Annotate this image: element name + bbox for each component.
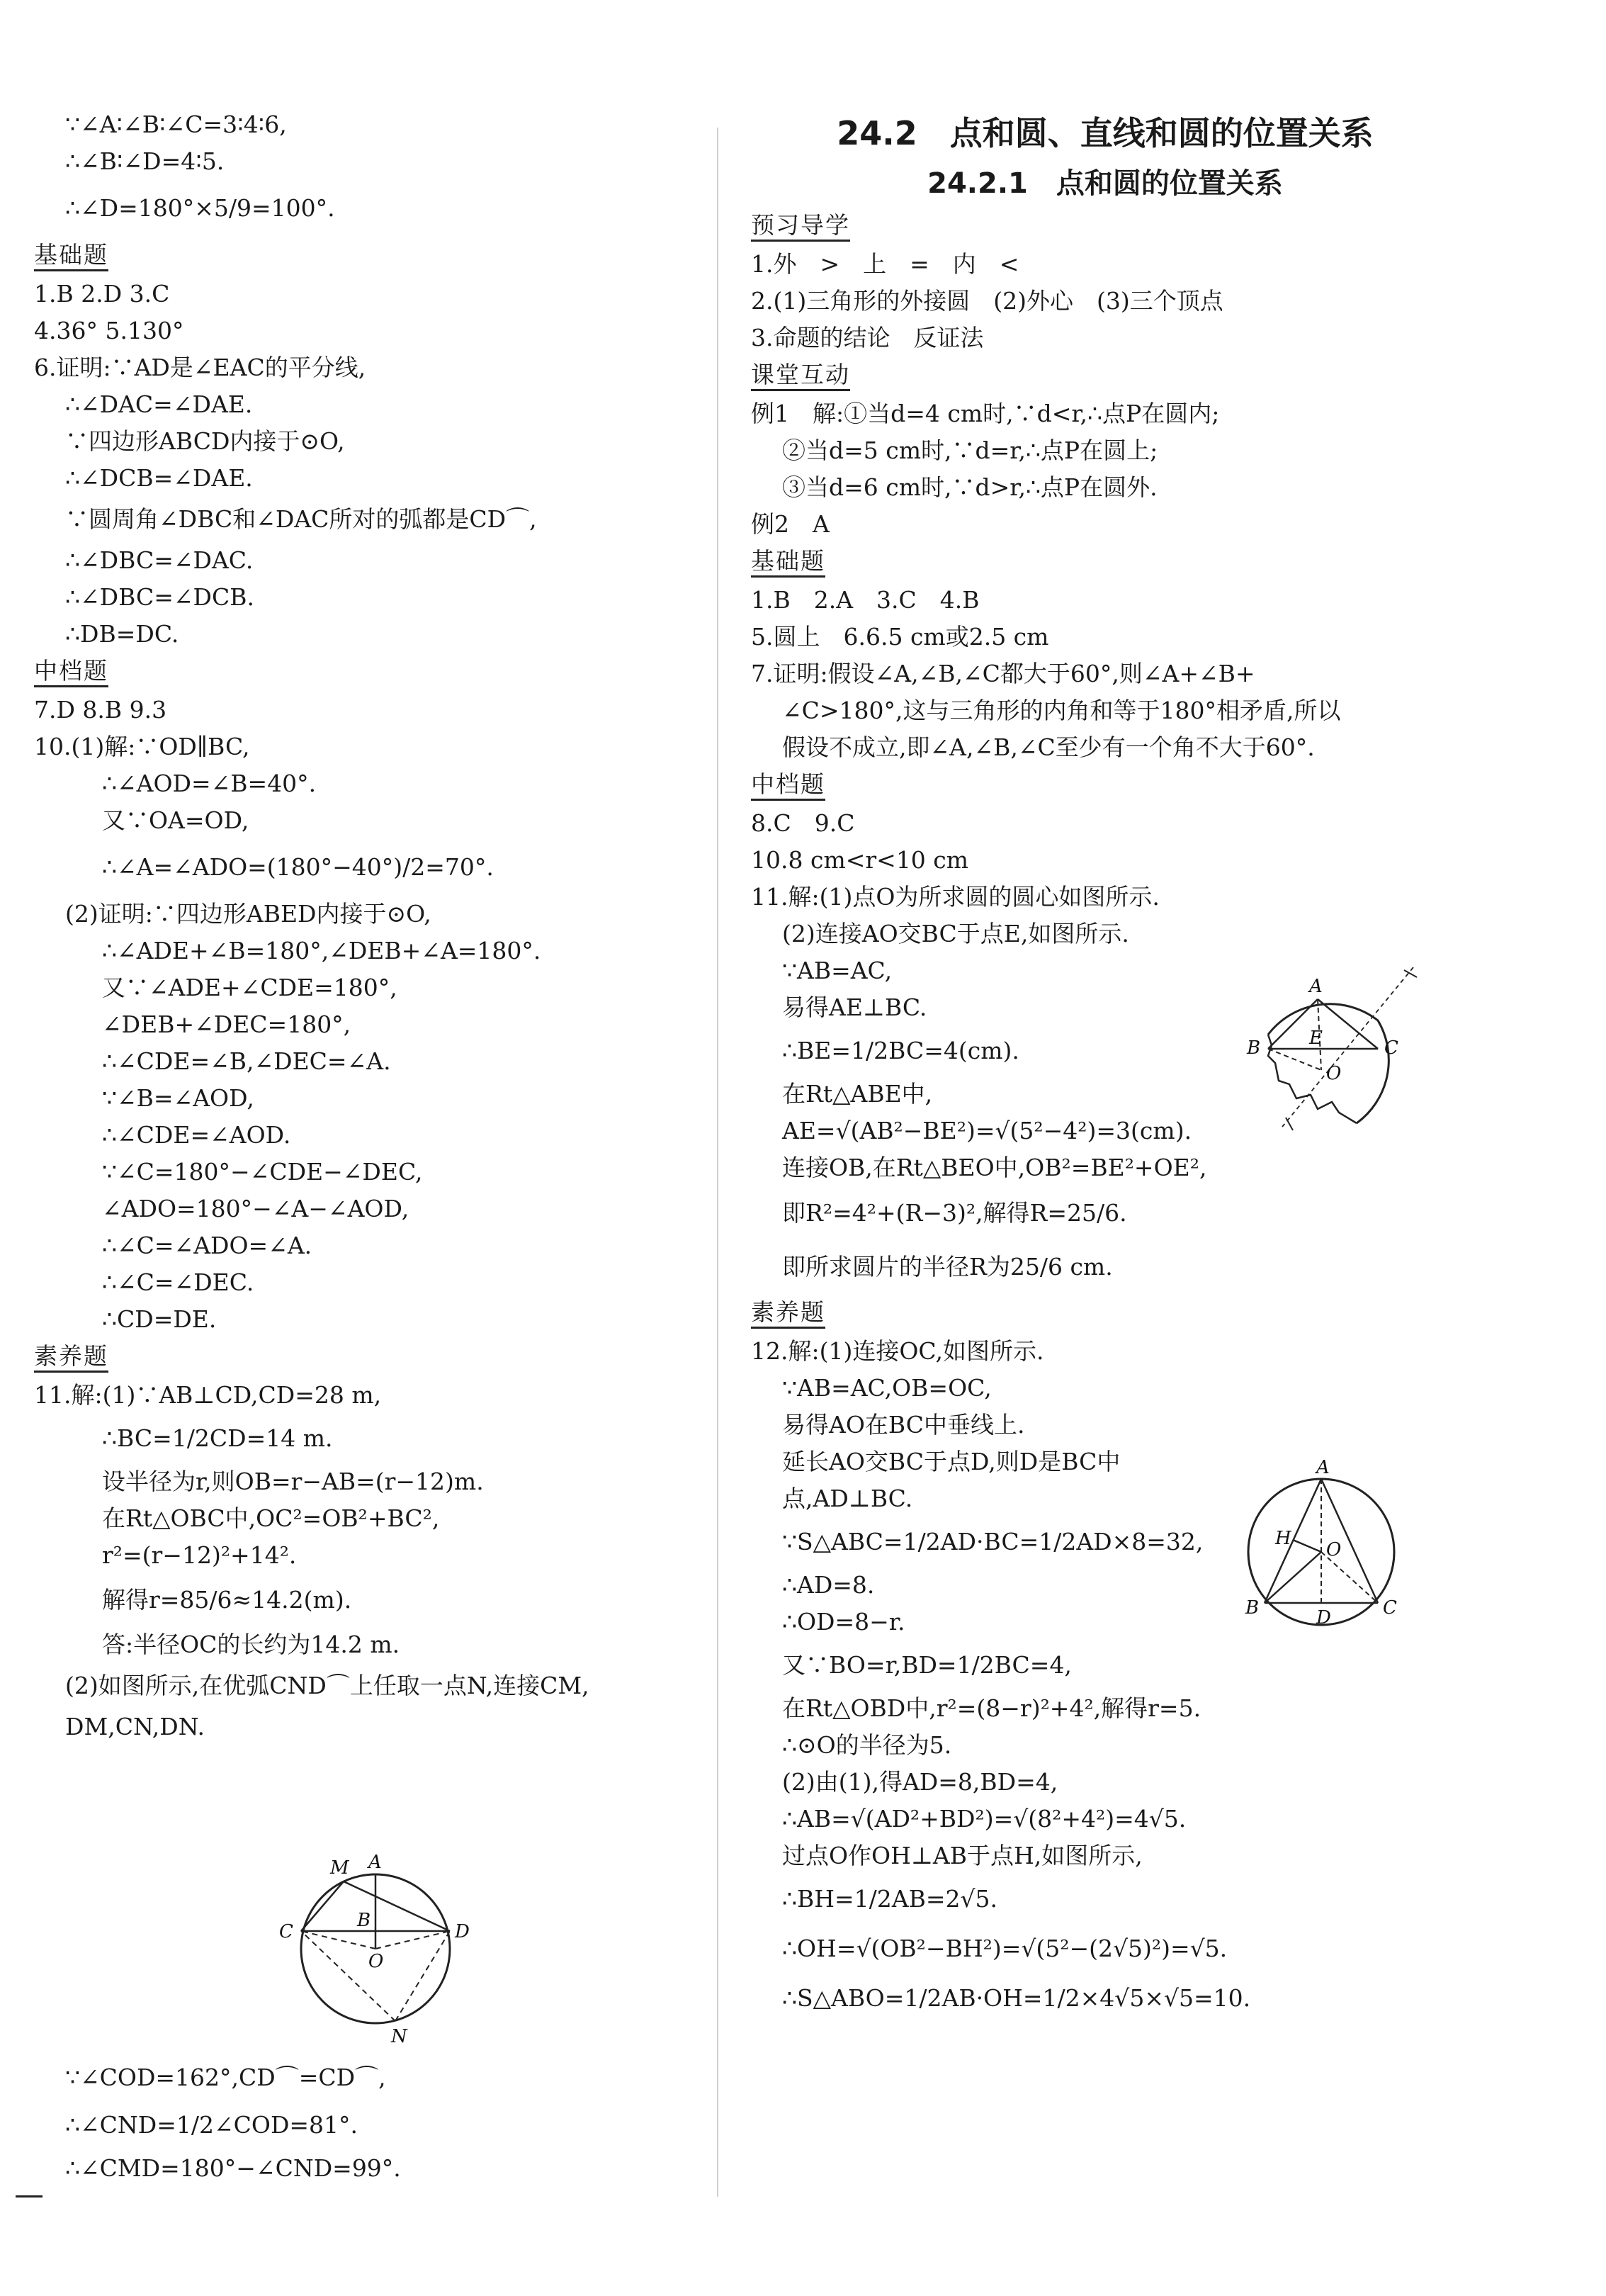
section-heading-suyang: 素养题 <box>34 1342 108 1373</box>
section-title: 24.2 点和圆、直线和圆的位置关系 <box>837 114 1374 152</box>
circle-figure-left <box>269 1842 482 2055</box>
text-line: ∴∠ADE+∠B=180°,∠DEB+∠A=180°. <box>102 937 541 964</box>
fig2-label-a: A <box>1316 1457 1330 1478</box>
text-line: 延长AO交BC于点D,则D是BC中 <box>782 1448 1121 1475</box>
text-line: 1.B 2.D 3.C <box>34 280 170 308</box>
text-line: ∴BC=1/2CD=14 m. <box>102 1424 333 1452</box>
text-line: ∴∠B∶∠D=4∶5. <box>65 147 225 175</box>
section-heading-jichu-right: 基础题 <box>751 547 825 578</box>
fig2-label-o: O <box>1326 1539 1342 1560</box>
text-line: ∵∠B=∠AOD, <box>102 1084 254 1112</box>
text-line: ∴∠CND=1/2∠COD=81°. <box>65 2111 358 2139</box>
text-line: (2)证明:∵四边形ABED内接于⊙O, <box>65 900 431 928</box>
text-line: (2)连接AO交BC于点E,如图所示. <box>782 920 1129 947</box>
fig1-label-a: A <box>1309 976 1323 997</box>
fig-label-c: C <box>279 1921 293 1942</box>
text-line: ∴∠CDE=∠AOD. <box>102 1121 291 1149</box>
text-line: ∴∠CDE=∠B,∠DEC=∠A. <box>102 1047 391 1075</box>
fig1-label-o: O <box>1326 1063 1342 1084</box>
text-line: ∴∠A=∠ADO=(180°−40°)/2=70°. <box>102 853 494 881</box>
section-heading-ketang: 课堂互动 <box>751 361 850 391</box>
text-line: ∵四边形ABCD内接于⊙O, <box>65 427 345 455</box>
text-line: ∴∠DCB=∠DAE. <box>65 464 253 492</box>
text-line: ∴∠D=180°×5/9=100°. <box>65 194 335 222</box>
text-line: 12.解:(1)连接OC,如图所示. <box>751 1337 1044 1365</box>
text-line: 易得AO在BC中垂线上. <box>782 1411 1025 1439</box>
section-heading-zhongdang: 中档题 <box>34 657 108 687</box>
text-line: 7.D 8.B 9.3 <box>34 696 167 724</box>
broken-circle-figure <box>1218 960 1431 1144</box>
text-line: ∵圆周角∠DBC和∠DAC所对的弧都是CD⌒, <box>65 505 537 533</box>
text-line: 10.8 cm<r<10 cm <box>751 846 969 874</box>
text-line: r²=(r−12)²+14². <box>102 1541 297 1569</box>
text-line: 易得AE⊥BC. <box>782 994 927 1021</box>
text-line: ∴∠AOD=∠B=40°. <box>102 770 317 797</box>
text-line: ∵∠A∶∠B∶∠C=3∶4∶6, <box>65 111 287 138</box>
text-line: (2)如图所示,在优弧CND⌒上任取一点N,连接CM, <box>65 1672 589 1699</box>
text-line: 答:半径OC的长约为14.2 m. <box>102 1631 400 1658</box>
left-column-end <box>34 2055 686 2187</box>
text-line: AE=√(AB²−BE²)=√(5²−4²)=3(cm). <box>782 1117 1192 1144</box>
text-line: 假设不成立,即∠A,∠B,∠C至少有一个角不大于60°. <box>782 733 1315 761</box>
text-line: 6.证明:∵AD是∠EAC的平分线, <box>34 354 366 381</box>
text-line: ∵AB=AC, <box>782 957 893 984</box>
triangle-circle-figure <box>1226 1456 1410 1641</box>
text-line: 又∵BO=r,BD=1/2BC=4, <box>782 1651 1072 1679</box>
fig2-label-b: B <box>1245 1597 1260 1619</box>
text-line: ∵AB=AC,OB=OC, <box>782 1374 992 1402</box>
text-line: ∵∠C=180°−∠CDE−∠DEC, <box>102 1158 423 1186</box>
text-line: ∠C>180°,这与三角形的内角和等于180°相矛盾,所以 <box>782 697 1341 724</box>
fig2-label-c: C <box>1383 1597 1397 1619</box>
text-line: DM,CN,DN. <box>65 1713 205 1740</box>
text-line: 过点O作OH⊥AB于点H,如图所示, <box>782 1842 1143 1869</box>
text-line: 即所求圆片的半径R为25/6 cm. <box>782 1253 1113 1281</box>
text-line: 在Rt△OBD中,r²=(8−r)²+4²,解得r=5. <box>782 1694 1201 1722</box>
fig-label-d: D <box>455 1921 470 1942</box>
fig-label-a: A <box>368 1852 382 1873</box>
text-line: ∴∠C=∠DEC. <box>102 1268 254 1296</box>
text-line: 1.B 2.A 3.C 4.B <box>751 586 980 614</box>
text-line: ②当d=5 cm时,∵d=r,∴点P在圆上; <box>782 437 1158 464</box>
text-line: (2)由(1),得AD=8,BD=4, <box>782 1768 1058 1796</box>
text-line: 解得r=85/6≈14.2(m). <box>102 1586 352 1614</box>
text-line: ∠DEB+∠DEC=180°, <box>102 1011 351 1038</box>
text-line: ∴BE=1/2BC=4(cm). <box>782 1037 1019 1064</box>
text-line: 例2 A <box>751 510 830 538</box>
text-line: 5.圆上 6.6.5 cm或2.5 cm <box>751 623 1049 651</box>
text-line: 在Rt△OBC中,OC²=OB²+BC², <box>102 1504 440 1532</box>
text-line: ∴∠DAC=∠DAE. <box>65 390 253 418</box>
text-line: 连接OB,在Rt△BEO中,OB²=BE²+OE², <box>782 1154 1207 1181</box>
fig1-label-e: E <box>1309 1028 1323 1049</box>
text-line: 8.C 9.C <box>751 809 855 837</box>
text-line: 在Rt△ABE中, <box>782 1080 933 1108</box>
fig-label-n: N <box>391 2026 407 2047</box>
text-line: ∴CD=DE. <box>102 1305 217 1333</box>
text-line: ∴DB=DC. <box>65 620 179 648</box>
fig-label-m: M <box>330 1857 349 1879</box>
text-line: ∠ADO=180°−∠A−∠AOD, <box>102 1195 409 1222</box>
text-line: ∴S△ABO=1/2AB·OH=1/2×4√5×√5=10. <box>782 1984 1251 2012</box>
text-line: 又∵∠ADE+∠CDE=180°, <box>102 974 397 1001</box>
page-edge-mark <box>16 2195 43 2197</box>
text-line: ∴AD=8. <box>782 1571 875 1599</box>
text-line: ∵∠COD=162°,CD⌒=CD⌒, <box>65 2064 386 2091</box>
text-line: 2.(1)三角形的外接圆 (2)外心 (3)三个顶点 <box>751 287 1223 315</box>
fig-label-b: B <box>357 1910 371 1931</box>
fig1-label-c: C <box>1384 1037 1398 1059</box>
text-line: 设半径为r,则OB=r−AB=(r−12)m. <box>102 1468 484 1495</box>
text-line: 3.命题的结论 反证法 <box>751 324 984 351</box>
text-line: ∴OD=8−r. <box>782 1608 905 1636</box>
section-heading-suyang-right: 素养题 <box>751 1298 825 1329</box>
subsection-title: 24.2.1 点和圆的位置关系 <box>927 167 1283 200</box>
section-heading-jichu: 基础题 <box>34 241 108 271</box>
text-line: ∴∠C=∠ADO=∠A. <box>102 1232 312 1259</box>
text-line: 1.外 > 上 = 内 < <box>751 250 1019 278</box>
text-line: ∴BH=1/2AB=2√5. <box>782 1885 998 1913</box>
text-line: 4.36° 5.130° <box>34 317 184 344</box>
text-line: 7.证明:假设∠A,∠B,∠C都大于60°,则∠A+∠B+ <box>751 660 1255 687</box>
section-heading-zhongdang-right: 中档题 <box>751 770 825 801</box>
text-line: ∴∠CMD=180°−∠CND=99°. <box>65 2154 401 2182</box>
column-divider <box>717 128 718 2197</box>
fig-label-o: O <box>368 1951 384 1972</box>
text-line: ∴AB=√(AD²+BD²)=√(8²+4²)=4√5. <box>782 1805 1187 1833</box>
text-line: ∴∠DBC=∠DCB. <box>65 583 254 611</box>
fig2-label-d: D <box>1316 1607 1331 1628</box>
section-heading-yuxi: 预习导学 <box>751 211 850 242</box>
text-line: 又∵OA=OD, <box>102 806 249 834</box>
text-line: 例1 解:①当d=4 cm时,∵d<r,∴点P在圆内; <box>751 400 1220 427</box>
fig2-label-h: H <box>1275 1528 1291 1549</box>
text-line: 即R²=4²+(R−3)²,解得R=25/6. <box>782 1199 1127 1227</box>
fig1-label-b: B <box>1247 1037 1261 1059</box>
left-column <box>34 106 686 1745</box>
text-line: 点,AD⊥BC. <box>782 1485 913 1512</box>
text-line: 11.解:(1)点O为所求圆的圆心如图所示. <box>751 883 1160 911</box>
text-line: ∴OH=√(OB²−BH²)=√(5²−(2√5)²)=√5. <box>782 1935 1228 1962</box>
text-line: ∵S△ABC=1/2AD·BC=1/2AD×8=32, <box>782 1528 1204 1555</box>
text-line: ∴∠DBC=∠DAC. <box>65 546 254 574</box>
text-line: ∴⊙O的半径为5. <box>782 1731 952 1759</box>
text-line: ③当d=6 cm时,∵d>r,∴点P在圆外. <box>782 473 1158 501</box>
text-line: 11.解:(1)∵AB⊥CD,CD=28 m, <box>34 1381 382 1409</box>
text-line: 10.(1)解:∵OD∥BC, <box>34 733 250 760</box>
